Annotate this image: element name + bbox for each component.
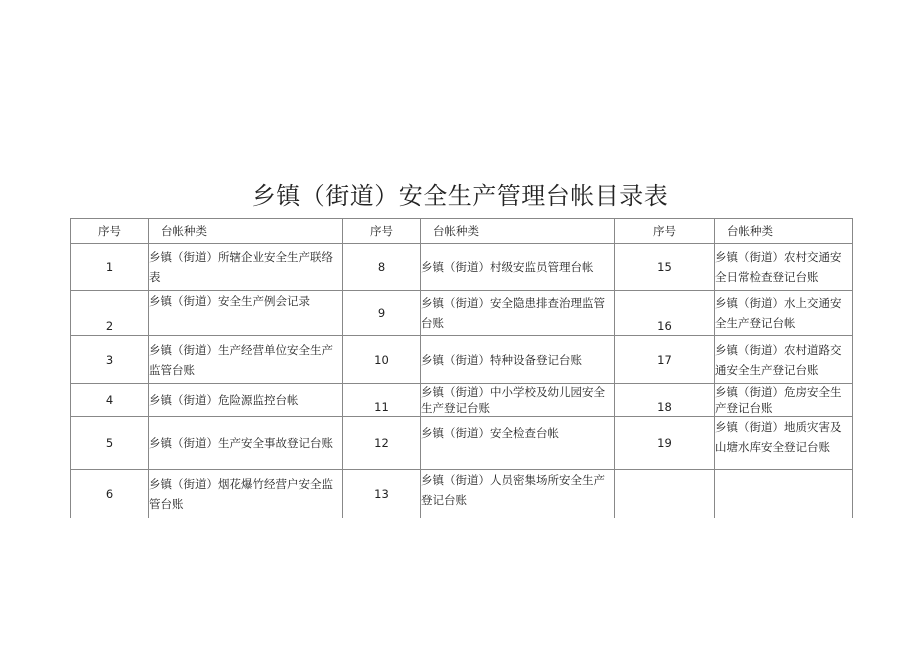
ledger-name: 乡镇（街道）生产安全事故登记台账 — [149, 417, 343, 470]
row-number: 15 — [615, 244, 715, 291]
column-header-kind: 台帐种类 — [149, 219, 343, 244]
row-number: 8 — [343, 244, 421, 291]
row-number: 5 — [71, 417, 149, 470]
table-row — [71, 244, 853, 291]
row-number: 6 — [71, 470, 149, 518]
ledger-name — [715, 470, 853, 518]
ledger-name: 乡镇（街道）特种设备登记台账 — [421, 336, 615, 384]
row-number: 10 — [343, 336, 421, 384]
ledger-name: 乡镇（街道）危房安全生产登记台账 — [715, 384, 853, 417]
ledger-name: 乡镇（街道）危险源监控台帐 — [149, 384, 343, 417]
row-number: 13 — [343, 470, 421, 518]
ledger-name: 乡镇（街道）所辖企业安全生产联络表 — [149, 244, 343, 291]
column-header-no: 序号 — [343, 219, 421, 244]
ledger-name: 乡镇（街道）生产经营单位安全生产监管台账 — [149, 336, 343, 384]
ledger-catalog-table — [70, 218, 853, 518]
ledger-name: 乡镇（街道）水上交通安全生产登记台帐 — [715, 291, 853, 336]
column-header-no: 序号 — [71, 219, 149, 244]
ledger-name: 乡镇（街道）中小学校及幼儿园安全生产登记台账 — [421, 384, 615, 417]
ledger-name: 乡镇（街道）农村交通安全日常检查登记台账 — [715, 244, 853, 291]
column-header-no: 序号 — [615, 219, 715, 244]
ledger-name: 乡镇（街道）安全隐患排查治理监管台账 — [421, 291, 615, 336]
ledger-name: 乡镇（街道）人员密集场所安全生产登记台账 — [421, 470, 615, 518]
row-number: 4 — [71, 384, 149, 417]
column-header-kind: 台帐种类 — [421, 219, 615, 244]
table-header-row — [71, 219, 853, 244]
row-number: 11 — [343, 384, 421, 417]
row-number: 19 — [615, 417, 715, 470]
ledger-name: 乡镇（街道）安全检查台帐 — [421, 417, 615, 470]
row-number: 9 — [343, 291, 421, 336]
row-number — [615, 470, 715, 518]
table-row — [71, 336, 853, 384]
table-row — [71, 470, 853, 518]
row-number: 2 — [71, 291, 149, 336]
ledger-name: 乡镇（街道）村级安监员管理台帐 — [421, 244, 615, 291]
table-row — [71, 291, 853, 336]
ledger-name: 乡镇（街道）农村道路交通安全生产登记台账 — [715, 336, 853, 384]
ledger-name: 乡镇（街道）烟花爆竹经营户安全监管台账 — [149, 470, 343, 518]
row-number: 16 — [615, 291, 715, 336]
ledger-name: 乡镇（街道）安全生产例会记录 — [149, 291, 343, 336]
column-header-kind: 台帐种类 — [715, 219, 853, 244]
table-row — [71, 384, 853, 417]
row-number: 3 — [71, 336, 149, 384]
row-number: 12 — [343, 417, 421, 470]
ledger-name: 乡镇（街道）地质灾害及山塘水库安全登记台账 — [715, 417, 853, 470]
page-title: 乡镇（街道）安全生产管理台帐目录表 — [251, 182, 669, 210]
row-number: 18 — [615, 384, 715, 417]
row-number: 1 — [71, 244, 149, 291]
row-number: 17 — [615, 336, 715, 384]
table-row — [71, 417, 853, 470]
